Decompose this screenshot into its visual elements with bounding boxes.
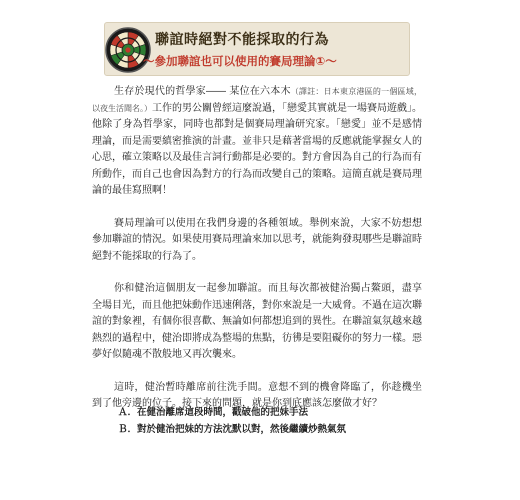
- option-b: Ｂ．對於健治把妹的方法沈默以對，然後繼續炒熱氣氛: [118, 424, 347, 435]
- paragraph-1-rest: 工作的男公關曾經這麼說過，「戀愛其實就是一場賽局遊戲」。他除了身為哲學家，同時也都對是個賽局理論研究家。「戀愛」並不是感情理論，而是需要縝密推演的計畫。並非只是藉著當場的反應就能掌握女人的心思，確立策略以及最佳言詞行動都是必要的。對方會因為自己的行為而有所動作，而自己也會因為對方的行為而改變自己的策略。這簡直就是賽局理論的最佳寫照啊！: [92, 102, 422, 196]
- article-body: [92, 84, 422, 429]
- paragraph-4: 這時，健治暫時離席前往洗手間。意想不到的機會降臨了，你趁機坐到了他旁邊的位子。接下來的問題，就是你到底應該怎麼做才好？: [92, 381, 422, 409]
- section-header: [104, 22, 410, 76]
- page-subtitle: ～參加聯誼也可以使用的賽局理論①～: [143, 54, 337, 68]
- paragraph-1-intro: 生存於現代的哲學家―― 某位在六本木: [114, 86, 291, 97]
- dartboard-icon: [103, 22, 153, 78]
- paragraph-1: [92, 84, 422, 200]
- paragraph-3: 你和健治這個朋友一起參加聯誼。而且每次都被健治獨占鰲頭，盡享全場目光，而且他把妹動作迅速俐落，對你來說是一大威脅。不過在這次聯誼的對象裡，有個你很喜歡、無論如何都想追到的異性。在聯誼氣氛越來越熱烈的過程中，健治即將成為整場的焦點，彷彿是要阻礙你的努力一樣。惡夢好似隨魂不散般地又再次襲來。: [92, 283, 422, 360]
- option-a: Ａ．在健治離席這段時間，戳破他的把妹手法: [118, 407, 309, 418]
- paragraph-2: 賽局理論可以使用在我們身邊的各種領域。舉例來說，大家不妨想想參加聯誼的情況。如果使用賽局理論來加以思考，就能夠發現哪些是聯誼時絕對不能採取的行為了。: [92, 217, 422, 262]
- translator-note: （譯註：日本東京港區的一個區域，以夜生活聞名。）: [92, 87, 422, 113]
- page-title: 聯誼時絕對不能採取的行為: [155, 32, 329, 48]
- answer-options: [118, 404, 346, 438]
